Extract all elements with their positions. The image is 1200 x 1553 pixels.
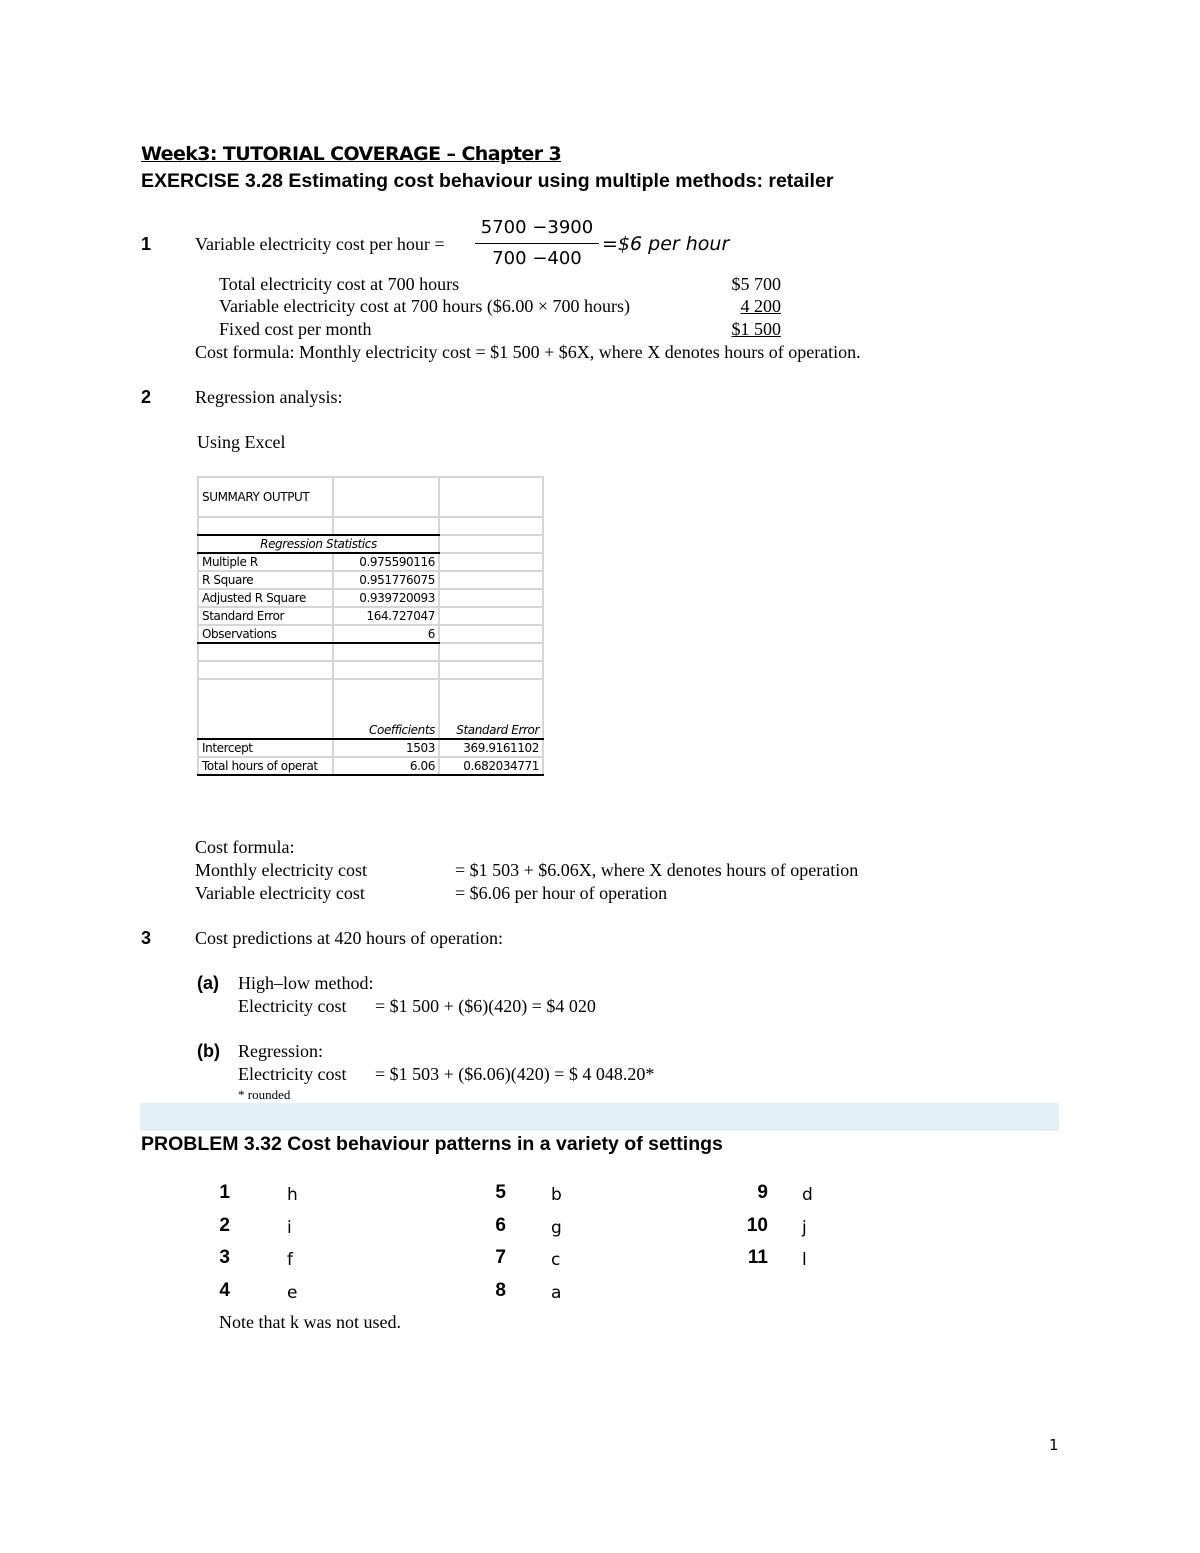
variable-cost-700-label: Variable electricity cost at 700 hours ($6.00 × 700 hours) [219, 296, 631, 316]
page-number: 1 [1049, 1436, 1059, 1454]
regression-heading: Regression analysis: [195, 387, 343, 407]
using-excel: Using Excel [197, 432, 286, 452]
match-letter: g [551, 1218, 562, 1238]
coef-se: 0.682034771 [439, 757, 543, 775]
match-letter: b [551, 1185, 562, 1205]
match-letter: f [287, 1250, 293, 1270]
match-number: 7 [495, 1247, 506, 1268]
regression-summary-table [197, 476, 544, 776]
match-letter: j [802, 1218, 807, 1238]
table-row [198, 757, 543, 775]
predictions-heading: Cost predictions at 420 hours of operation: [195, 928, 503, 948]
unused-note: Note that k was not used. [219, 1312, 401, 1332]
variable-cost-label-2: Variable electricity cost [195, 883, 365, 903]
stat-label: Standard Error [198, 607, 333, 625]
match-number: 5 [495, 1182, 506, 1203]
coef-label: Intercept [198, 739, 333, 757]
stat-value: 0.975590116 [333, 553, 439, 571]
exercise-title: EXERCISE 3.28 Estimating cost behaviour using multiple methods: retailer [141, 170, 834, 192]
match-letter: c [551, 1250, 561, 1270]
coefficients-header: Coefficients [333, 679, 439, 739]
match-number: 10 [746, 1215, 768, 1236]
stat-label: Adjusted R Square [198, 589, 333, 607]
stat-value: 6 [333, 625, 439, 643]
stat-label: Observations [198, 625, 333, 643]
coef-value: 1503 [333, 739, 439, 757]
part1-number: 1 [141, 234, 152, 254]
electricity-cost-calc-b: = $1 503 + ($6.06)(420) = $ 4 048.20* [375, 1064, 655, 1084]
stat-label: R Square [198, 571, 333, 589]
table-row [198, 517, 543, 535]
variable-cost-label: Variable electricity cost per hour = [195, 234, 445, 254]
fraction-bar [475, 243, 599, 244]
week-title: Week3: TUTORIAL COVERAGE – Chapter 3 [141, 143, 562, 165]
match-number: 6 [495, 1215, 506, 1236]
rounded-note: * rounded [238, 1087, 291, 1102]
match-number: 11 [747, 1247, 768, 1268]
fixed-cost-value: $1 500 [731, 319, 781, 339]
regression-method: Regression: [238, 1041, 323, 1061]
match-number: 4 [219, 1280, 230, 1301]
match-number: 8 [495, 1280, 506, 1301]
match-letter: l [802, 1250, 807, 1270]
match-number: 3 [219, 1247, 230, 1268]
table-row [198, 589, 543, 607]
match-letter: a [551, 1283, 562, 1303]
table-row [198, 607, 543, 625]
table-row [198, 739, 543, 757]
table-row [198, 535, 543, 553]
total-cost-value: $5 700 [731, 274, 781, 294]
fraction-numerator: 5700 −3900 [480, 217, 594, 238]
fraction-denominator: 700 −400 [492, 248, 582, 269]
problem-title: PROBLEM 3.32 Cost behaviour patterns in a variety of settings [141, 1133, 723, 1155]
table-row [198, 477, 543, 517]
match-number: 9 [757, 1182, 768, 1203]
high-low-method: High–low method: [238, 973, 374, 993]
summary-output-cell: SUMMARY OUTPUT [198, 477, 333, 517]
coef-value: 6.06 [333, 757, 439, 775]
table-row [198, 643, 543, 661]
part-a-tag: (a) [197, 973, 219, 993]
electricity-cost-calc-a: = $1 500 + ($6)(420) = $4 020 [375, 996, 596, 1016]
match-letter: h [287, 1185, 298, 1205]
stat-value: 0.939720093 [333, 589, 439, 607]
part2-number: 2 [141, 387, 152, 407]
table-row [198, 661, 543, 679]
monthly-cost-label: Monthly electricity cost [195, 860, 367, 880]
match-letter: d [802, 1185, 813, 1205]
variable-cost-value-2: = $6.06 per hour of operation [455, 883, 668, 903]
variable-cost-700-value: 4 200 [740, 296, 781, 316]
table-row [198, 571, 543, 589]
table-row [198, 679, 543, 739]
table-row [198, 625, 543, 643]
part-b-tag: (b) [197, 1041, 220, 1061]
table-row [198, 553, 543, 571]
electricity-cost-label-a: Electricity cost [238, 996, 347, 1016]
cost-formula-1: Cost formula: Monthly electricity cost = $1 500 + $6X, where X denotes hours of operation. [195, 342, 861, 362]
total-cost-label: Total electricity cost at 700 hours [219, 274, 460, 294]
regression-statistics-header: Regression Statistics [198, 535, 439, 553]
section-divider-band [140, 1103, 1059, 1131]
standard-error-header: Standard Error [439, 679, 543, 739]
fraction-result: =$6 per hour [602, 233, 730, 255]
electricity-cost-label-b: Electricity cost [238, 1064, 347, 1084]
fixed-cost-label: Fixed cost per month [219, 319, 372, 339]
monthly-cost-value: = $1 503 + $6.06X, where X denotes hours of operation [455, 860, 859, 880]
part3-number: 3 [141, 928, 152, 948]
cost-formula-label: Cost formula: [195, 837, 295, 857]
match-letter: e [287, 1283, 298, 1303]
match-number: 2 [219, 1215, 230, 1236]
coef-label: Total hours of operat [198, 757, 333, 775]
match-number: 1 [219, 1182, 230, 1203]
stat-value: 164.727047 [333, 607, 439, 625]
coef-se: 369.9161102 [439, 739, 543, 757]
stat-value: 0.951776075 [333, 571, 439, 589]
match-letter: i [287, 1218, 292, 1238]
stat-label: Multiple R [198, 553, 333, 571]
